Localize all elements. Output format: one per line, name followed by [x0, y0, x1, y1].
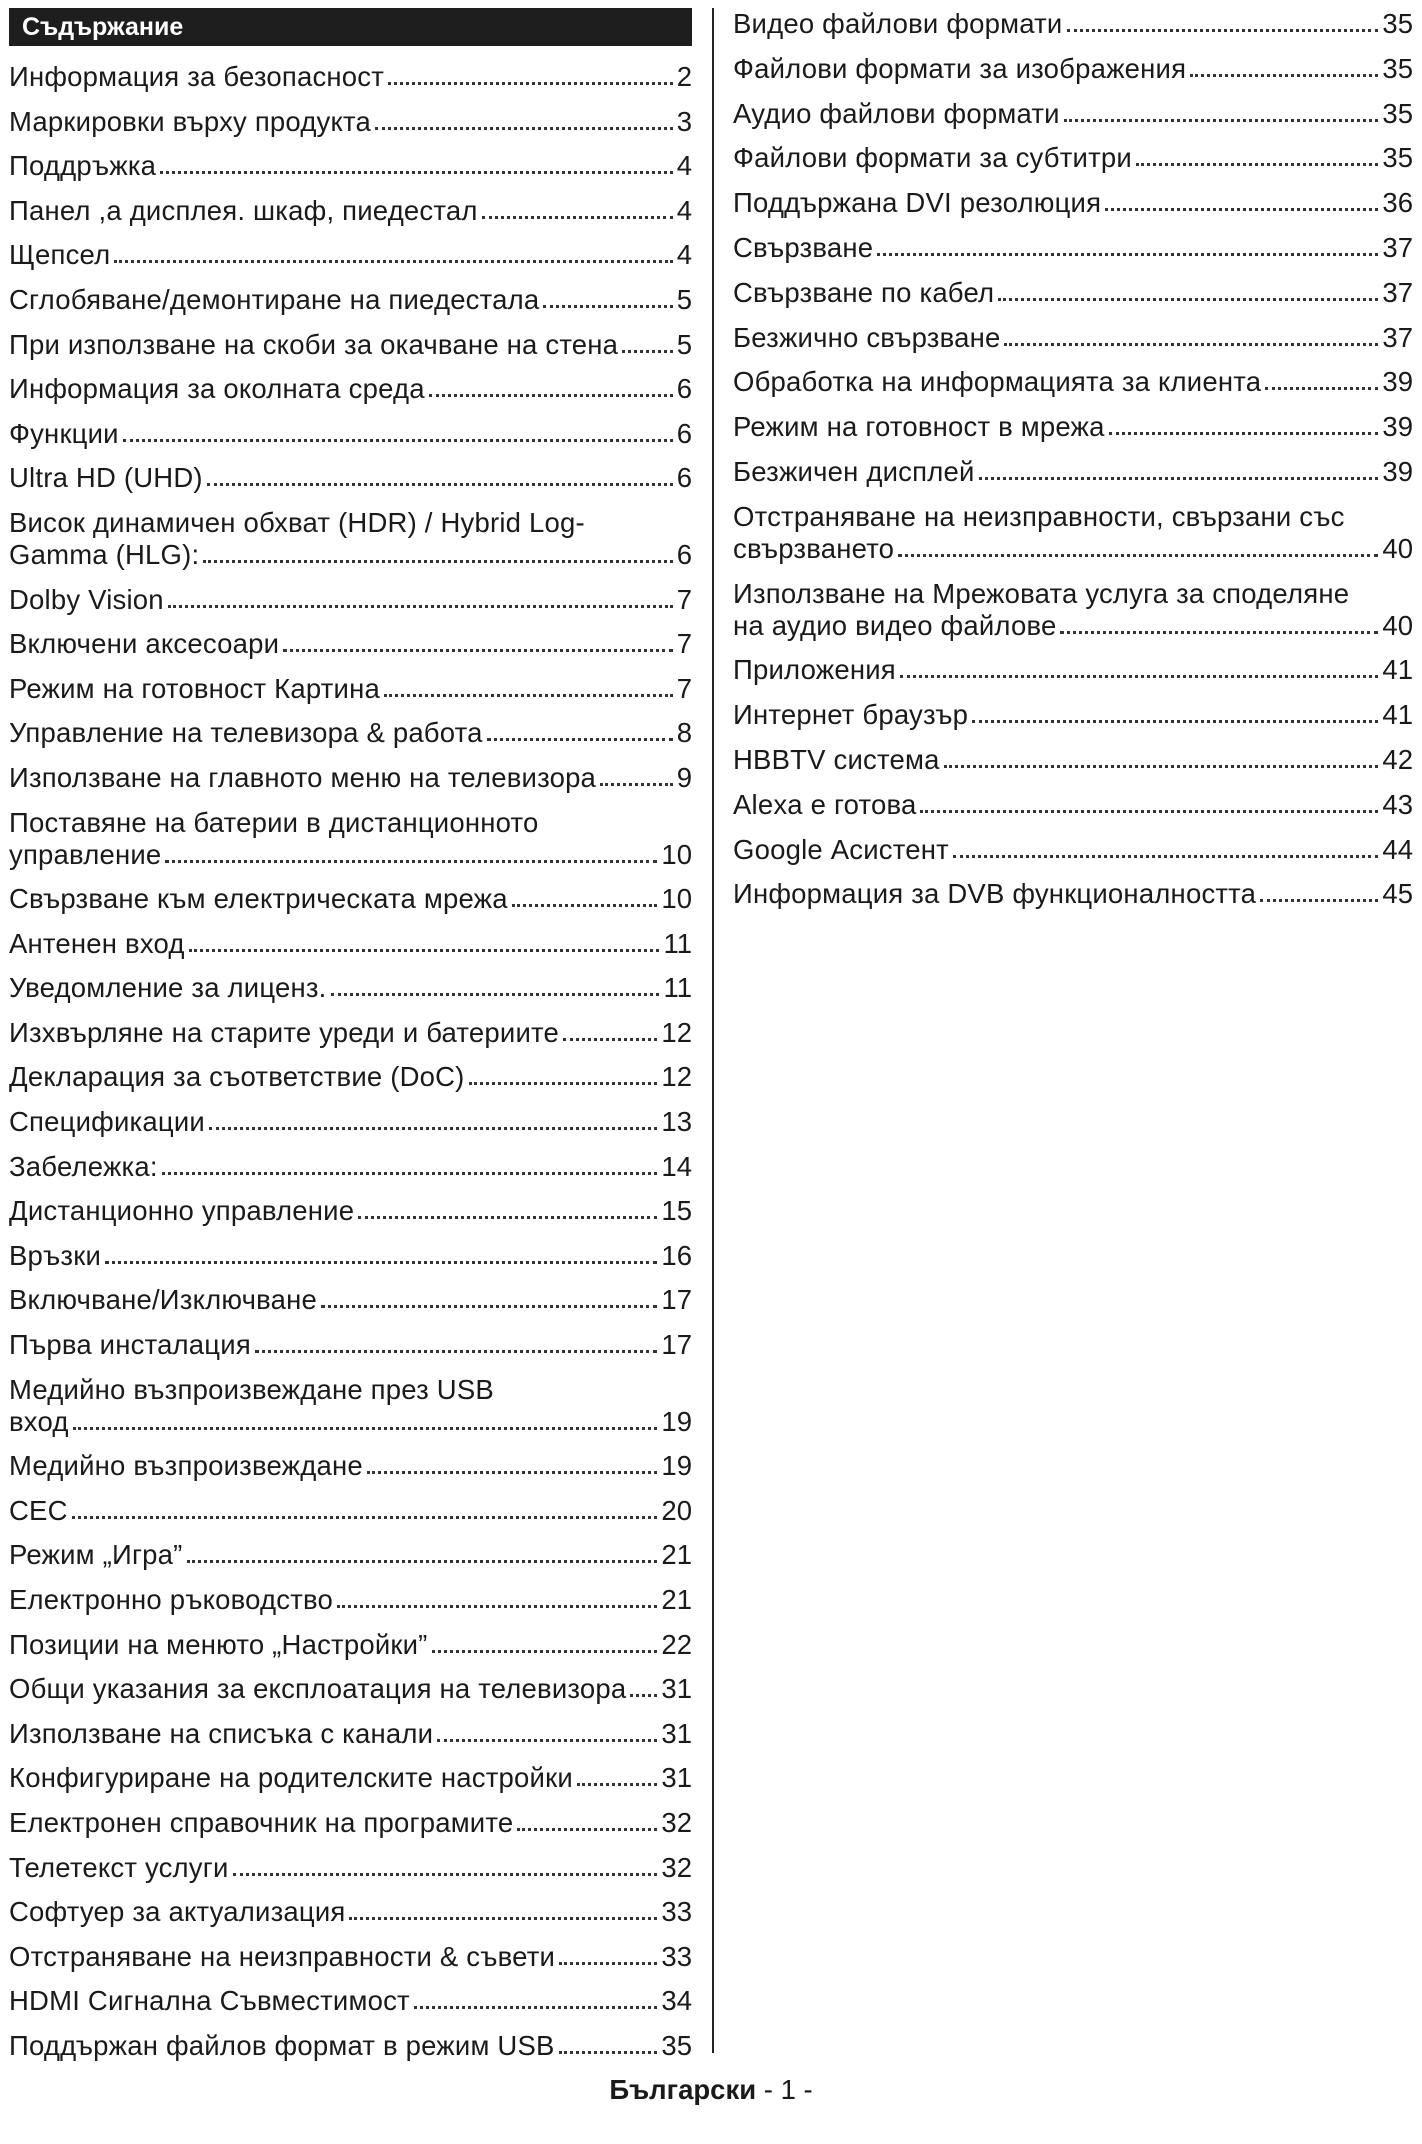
toc-entry[interactable] [9, 1629, 692, 1661]
toc-entry[interactable] [733, 142, 1413, 174]
toc-entry-page: 37 [1382, 231, 1413, 263]
toc-entry-title: Alexa е готова [733, 788, 917, 820]
dot-leader [517, 1828, 657, 1831]
toc-entry-page: 35 [1382, 8, 1413, 39]
toc-entry-title: Позиции на менюто „Настройки” [9, 1628, 428, 1660]
toc-entry[interactable] [9, 106, 692, 138]
toc-entry[interactable] [9, 1718, 692, 1750]
toc-entry[interactable] [733, 53, 1413, 85]
toc-entry-title: HBBTV система [733, 743, 940, 775]
toc-entry[interactable] [733, 578, 1413, 642]
toc-entry-line [9, 539, 692, 571]
toc-entry-title: Интернет браузър [733, 699, 969, 731]
toc-entry-title: Свързване по кабел [733, 276, 995, 308]
toc-left-column [9, 8, 692, 2075]
dot-leader [543, 305, 672, 308]
toc-entry-title: Софтуер за актуализация [9, 1896, 346, 1928]
toc-entry[interactable] [9, 1195, 692, 1227]
dot-leader [384, 694, 673, 697]
toc-entry[interactable] [9, 628, 692, 660]
toc-entry-page: 17 [661, 1329, 692, 1361]
toc-entry-page: 9 [676, 761, 692, 793]
toc-entry[interactable] [733, 744, 1413, 776]
dot-leader [512, 904, 658, 907]
toc-entry-page: 3 [676, 105, 692, 137]
toc-entry-page: 45 [1382, 878, 1413, 910]
toc-entry[interactable] [9, 762, 692, 794]
toc-entry-title: Медийно възпроизвеждане [9, 1450, 363, 1482]
dot-leader [972, 720, 1378, 723]
toc-entry-line [9, 839, 692, 871]
toc-entry-title: Използване на списъка с канали [9, 1717, 434, 1749]
toc-entry-page: 41 [1382, 699, 1413, 731]
dot-leader [283, 649, 673, 652]
dot-leader [600, 783, 673, 786]
dot-leader [1136, 163, 1378, 166]
dot-leader [1064, 119, 1379, 122]
toc-entry-title: Включени аксесоари [9, 628, 280, 660]
toc-entry-title: Връзки [9, 1239, 102, 1271]
dot-leader [979, 477, 1379, 480]
column-divider [712, 8, 714, 2053]
toc-entry[interactable] [733, 8, 1413, 40]
toc-entry-title: Използване на Мрежовата услуга за споделяне [733, 577, 1350, 609]
toc-entry-title-cont: управление [9, 838, 162, 870]
toc-entry-title: HDMI Сигнална Съвместимост [9, 1985, 410, 2017]
toc-entry[interactable] [9, 1807, 692, 1839]
toc-entry-page: 10 [661, 838, 692, 870]
toc-right-column [733, 8, 1413, 923]
toc-entry-title: Общи указания за експлоатация на телевизора [9, 1673, 627, 1705]
dot-leader [105, 1261, 657, 1264]
toc-entry-title: Аудио файлови формати [733, 97, 1060, 129]
toc-entry-title: Дистанционно управление [9, 1195, 355, 1227]
toc-entry-title: Антенен вход [9, 927, 185, 959]
toc-entry[interactable] [9, 507, 692, 571]
toc-entry-title: Режим на готовност Картина [9, 672, 380, 704]
dot-leader [114, 260, 672, 263]
toc-entry-page: 36 [1382, 187, 1413, 219]
dot-leader [331, 993, 660, 996]
toc-entry-page: 37 [1382, 321, 1413, 353]
dot-leader [559, 1962, 657, 1965]
dot-leader [1105, 208, 1378, 211]
toc-entry-page: 12 [661, 1016, 692, 1048]
toc-entry-title: Висок динамичен обхват (HDR) / Hybrid Log- [9, 506, 585, 538]
toc-entry-page: 32 [661, 1806, 692, 1838]
dot-leader [187, 1560, 658, 1563]
toc-entry-title: Сглобяване/демонтиране на пиедестала [9, 283, 540, 315]
toc-entry-title: Конфигуриране на родителските настройки [9, 1762, 573, 1794]
dot-leader [321, 1305, 657, 1308]
toc-entry[interactable] [733, 98, 1413, 130]
toc-entry-page: 35 [1382, 142, 1413, 174]
toc-entry-page: 41 [1382, 654, 1413, 686]
dot-leader [998, 298, 1378, 301]
toc-entry-title: Информация за DVB функционалността [733, 878, 1257, 910]
toc-entry-page: 32 [661, 1851, 692, 1883]
toc-entry-page: 7 [676, 583, 692, 615]
toc-entry[interactable] [9, 1450, 692, 1482]
toc-entry-page: 20 [661, 1494, 692, 1526]
toc-entry-title: Електронен справочник на програмите [9, 1806, 514, 1838]
toc-entry-title: Медийно възпроизвеждане през USB [9, 1373, 494, 1405]
toc-entry-title: Уведомление за лиценз. [9, 972, 327, 1004]
footer-page-number: - 1 - [756, 2074, 813, 2105]
toc-entry-page: 4 [676, 194, 692, 226]
toc-entry-title: Управление на телевизора & работа [9, 717, 483, 749]
toc-entry[interactable] [9, 1106, 692, 1138]
toc-entry-title: Режим на готовност в мрежа [733, 411, 1105, 443]
dot-leader [203, 560, 672, 563]
toc-entry-title: Приложения [733, 654, 896, 686]
toc-entry-title-cont: свързването [733, 532, 895, 564]
toc-entry-page: 16 [661, 1239, 692, 1271]
toc-entry[interactable] [9, 1284, 692, 1316]
toc-entry-title: Маркировки върху продукта [9, 105, 372, 137]
toc-entry[interactable] [9, 807, 692, 871]
dot-leader [900, 675, 1379, 678]
toc-entry-title: Информация за безопасност [9, 61, 385, 92]
toc-entry-page: 39 [1382, 455, 1413, 487]
toc-entry-page: 7 [676, 672, 692, 704]
toc-entry[interactable] [9, 673, 692, 705]
dot-leader [898, 554, 1378, 557]
page-footer [0, 2072, 1422, 2108]
toc-entry-title: Използване на главното меню на телевизора [9, 761, 597, 793]
toc-entry-page: 12 [661, 1061, 692, 1093]
footer-language: Български [609, 2074, 757, 2105]
toc-entry[interactable] [9, 418, 692, 450]
toc-entry-title: Телетекст услуги [9, 1851, 229, 1883]
toc-entry-title: Свързване към електрическата мрежа [9, 883, 508, 915]
toc-entry-title: Първа инсталация [9, 1329, 251, 1361]
dot-leader [209, 1127, 657, 1130]
toc-entry-page: 5 [676, 328, 692, 360]
toc-entry[interactable] [9, 284, 692, 316]
toc-entry[interactable] [9, 1762, 692, 1794]
toc-entry[interactable] [9, 1985, 692, 2017]
toc-entry[interactable] [733, 699, 1413, 731]
toc-entry-line [733, 533, 1413, 565]
toc-entry[interactable] [733, 232, 1413, 264]
toc-entry-title: Отстраняване на неизправности & съвети [9, 1940, 556, 1972]
toc-entry-page: 19 [661, 1450, 692, 1482]
toc-entry[interactable] [9, 883, 692, 915]
dot-leader [944, 765, 1379, 768]
toc-entry-page: 37 [1382, 276, 1413, 308]
toc-entry-page: 2 [676, 61, 692, 92]
toc-entry-page: 14 [661, 1150, 692, 1182]
toc-entry-title: Поддържан файлов формат в режим USB [9, 2029, 555, 2061]
dot-leader [1004, 343, 1378, 346]
toc-entry-page: 34 [661, 1985, 692, 2017]
toc-entry[interactable] [9, 1539, 692, 1571]
toc-entry[interactable] [733, 411, 1413, 443]
toc-entry-title: Забележка: [9, 1150, 158, 1182]
dot-leader [559, 2051, 658, 2054]
toc-entry[interactable] [9, 1852, 692, 1884]
dot-leader [1265, 387, 1378, 390]
toc-entry-title: Файлови формати за изображения [733, 52, 1187, 84]
toc-entry[interactable] [733, 322, 1413, 354]
toc-entry-page: 43 [1382, 788, 1413, 820]
dot-leader [1260, 899, 1378, 902]
toc-entry[interactable] [9, 972, 692, 1004]
toc-entry-page: 11 [663, 927, 692, 959]
toc-entry[interactable] [9, 462, 692, 494]
toc-entry[interactable] [9, 1584, 692, 1616]
dot-leader [429, 394, 673, 397]
dot-leader [73, 1427, 658, 1430]
toc-entry-page: 39 [1382, 366, 1413, 398]
toc-entry-page: 22 [661, 1628, 692, 1660]
dot-leader [255, 1350, 658, 1353]
toc-entry[interactable] [9, 1941, 692, 1973]
toc-entry-page: 10 [661, 883, 692, 915]
toc-entry[interactable] [9, 1374, 692, 1438]
toc-entry-page: 31 [661, 1717, 692, 1749]
dot-leader [432, 1650, 658, 1653]
toc-entry-page: 17 [661, 1284, 692, 1316]
toc-entry-title-cont: вход [9, 1405, 69, 1437]
dot-leader [160, 171, 673, 174]
dot-leader [207, 483, 673, 486]
dot-leader [358, 1216, 657, 1219]
toc-entry-page: 19 [661, 1405, 692, 1437]
dot-leader [189, 949, 660, 952]
dot-leader [233, 1873, 658, 1876]
dot-leader [367, 1471, 658, 1474]
dot-leader [388, 82, 673, 85]
toc-entry-page: 40 [1382, 609, 1413, 641]
toc-entry[interactable] [733, 654, 1413, 686]
toc-entry-title: Свързване [733, 231, 874, 263]
toc-entry-page: 6 [676, 538, 692, 570]
dot-leader [877, 253, 1378, 256]
toc-entry-page: 31 [661, 1673, 692, 1705]
toc-entry-title-cont: Gamma (HLG): [9, 538, 200, 570]
toc-entry[interactable] [9, 373, 692, 405]
toc-entry-page: 4 [676, 150, 692, 182]
toc-entry-title: CEC [9, 1494, 68, 1526]
toc-heading: Съдържание [9, 8, 692, 46]
dot-leader [920, 810, 1378, 813]
toc-entry-page: 4 [676, 239, 692, 271]
dot-leader [337, 1605, 657, 1608]
toc-entry-page: 33 [661, 1940, 692, 1972]
toc-entry-title: Видео файлови формати [733, 8, 1063, 39]
toc-entry-title: Отстраняване на неизправности, свързани със [733, 500, 1345, 532]
toc-entry[interactable] [9, 239, 692, 271]
toc-entry-title: Файлови формати за субтитри [733, 142, 1132, 174]
dot-leader [165, 860, 657, 863]
toc-entry[interactable] [9, 2030, 692, 2062]
toc-entry-page: 6 [676, 417, 692, 449]
dot-leader [563, 1038, 657, 1041]
toc-entry[interactable] [9, 329, 692, 361]
toc-entry-page: 35 [1382, 97, 1413, 129]
dot-leader [487, 738, 673, 741]
toc-entry-title: Включване/Изключване [9, 1284, 317, 1316]
toc-entry[interactable] [733, 834, 1413, 866]
toc-entry[interactable] [9, 195, 692, 227]
toc-entry-page: 21 [661, 1584, 692, 1615]
dot-leader [72, 1516, 658, 1519]
toc-entry-title: Електронно ръководство [9, 1584, 334, 1615]
toc-entry[interactable] [9, 1896, 692, 1928]
toc-entry[interactable] [733, 501, 1413, 565]
toc-entry[interactable] [9, 584, 692, 616]
toc-entry-title: Информация за околната среда [9, 373, 425, 405]
dot-leader [375, 127, 673, 130]
toc-entry-title: Безжичен дисплей [733, 455, 975, 487]
dot-leader [577, 1783, 658, 1786]
toc-entry-page: 7 [676, 628, 692, 660]
toc-entry-line [9, 1406, 692, 1438]
toc-entry-title: Спецификации [9, 1106, 205, 1138]
toc-entry[interactable] [733, 366, 1413, 398]
dot-leader [437, 1739, 657, 1742]
toc-entry-title: Щепсел [9, 239, 111, 271]
toc-entry-title: Декларация за съответствие (DoC) [9, 1061, 465, 1093]
toc-entry[interactable] [9, 1329, 692, 1361]
toc-entry-page: 11 [663, 972, 692, 1004]
toc-entry[interactable] [733, 878, 1413, 910]
toc-entry-title: Функции [9, 417, 119, 449]
toc-entry[interactable] [9, 1495, 692, 1527]
toc-list-left [9, 61, 692, 2062]
toc-entry-page: 42 [1382, 743, 1413, 775]
toc-entry-page: 40 [1382, 532, 1413, 564]
toc-entry-page: 13 [661, 1106, 692, 1138]
toc-entry[interactable] [9, 1017, 692, 1049]
toc-entry-title: Поддържана DVI резолюция [733, 187, 1102, 219]
toc-entry[interactable] [9, 1061, 692, 1093]
toc-entry[interactable] [9, 1151, 692, 1183]
dot-leader [1060, 631, 1378, 634]
toc-entry[interactable] [9, 61, 692, 93]
toc-entry-page: 8 [676, 717, 692, 749]
toc-entry-page: 6 [676, 462, 692, 494]
toc-entry[interactable] [9, 928, 692, 960]
toc-entry-page: 39 [1382, 411, 1413, 443]
toc-list-right [733, 8, 1413, 910]
toc-entry[interactable] [733, 277, 1413, 309]
toc-entry-title: Google Асистент [733, 833, 949, 865]
toc-entry-title: Изхвърляне на старите уреди и батериите [9, 1016, 560, 1048]
toc-entry-page: 5 [676, 283, 692, 315]
toc-entry-page: 35 [661, 2029, 692, 2061]
toc-entry-line [733, 610, 1413, 642]
toc-entry-page: 6 [676, 373, 692, 405]
toc-entry[interactable] [9, 717, 692, 749]
dot-leader [162, 1172, 658, 1175]
dot-leader [1190, 74, 1378, 77]
toc-entry-title: Безжично свързване [733, 321, 1001, 353]
dot-leader [1109, 432, 1379, 435]
toc-entry[interactable] [9, 1240, 692, 1272]
toc-entry-title: Обработка на информацията за клиента [733, 366, 1262, 398]
toc-entry-page: 15 [661, 1195, 692, 1227]
toc-entry-title: При използване на скоби за окачване на стена [9, 328, 619, 360]
toc-entry-page: 33 [661, 1896, 692, 1928]
toc-entry-title: Панел ,а дисплея. шкаф, пиедестал [9, 194, 478, 226]
toc-entry-page: 21 [661, 1539, 692, 1571]
toc-entry-title: Режим „Игра” [9, 1539, 183, 1571]
toc-entry[interactable] [733, 789, 1413, 821]
toc-entry[interactable] [733, 187, 1413, 219]
toc-entry-title-cont: на аудио видео файлове [733, 609, 1057, 641]
toc-entry-page: 44 [1382, 833, 1413, 865]
toc-entry[interactable] [9, 1673, 692, 1705]
dot-leader [630, 1694, 657, 1697]
dot-leader [1067, 29, 1379, 32]
dot-leader [414, 2006, 658, 2009]
toc-entry[interactable] [733, 456, 1413, 488]
toc-entry-page: 31 [661, 1762, 692, 1794]
dot-leader [953, 855, 1379, 858]
toc-entry-title: Поддръжка [9, 150, 157, 182]
toc-entry-title: Dolby Vision [9, 583, 164, 615]
dot-leader [349, 1917, 657, 1920]
toc-entry-title: Ultra HD (UHD) [9, 462, 203, 494]
dot-leader [123, 439, 673, 442]
toc-entry[interactable] [9, 150, 692, 182]
toc-entry-page: 35 [1382, 52, 1413, 84]
dot-leader [622, 350, 673, 353]
dot-leader [482, 216, 673, 219]
dot-leader [168, 605, 673, 608]
dot-leader [469, 1082, 658, 1085]
toc-entry-title: Поставяне на батерии в дистанционното [9, 806, 539, 838]
